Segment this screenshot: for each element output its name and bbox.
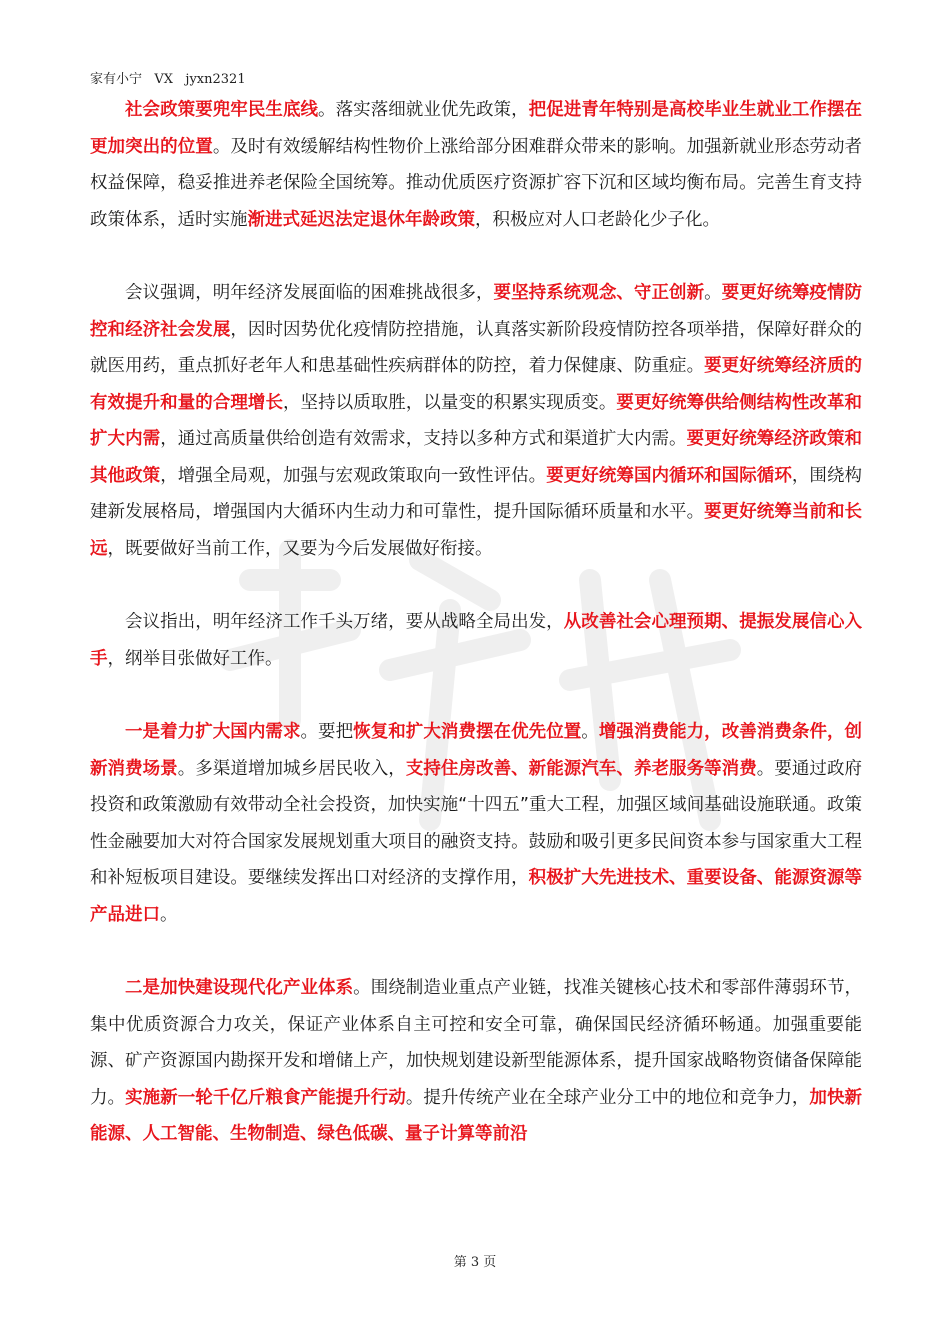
body-text: ，通过高质量供给创造有效需求，支持以多种方式和渠道扩大内需。 bbox=[160, 429, 687, 449]
highlight-text: 积极扩大先进技术、重要设备、能源资源等产品进口 bbox=[90, 868, 863, 925]
paragraph-meeting-indicates bbox=[90, 604, 862, 677]
highlight-text: 要更好统筹经济政策和其他政策 bbox=[90, 429, 863, 486]
highlight-text: 二是加快建设现代化产业体系 bbox=[125, 978, 354, 998]
body-text: 会议指出，明年经济工作千头万绪，要从战略全局出发， bbox=[125, 612, 564, 632]
body-text: ，因时因势优化疫情防控措施，认真落实新阶段疫情防控各项举措，保障好群众的就医用药，重点抓好老年人和患基础性疾病群体的防控，着力保健康、防重症。 bbox=[90, 319, 863, 376]
document-body bbox=[90, 92, 862, 1153]
body-text: 。要通过政府投资和政策激励有效带动全社会投资，加快实施“十四五”重大工程，加强区域间基础设施联通。政策性金融要加大对符合国家发展规划重大项目的融资支持。鼓励和吸引更多民间资本参与国家重大工程和补短板项目建设。要继续发挥出口对经济的支撑作用， bbox=[90, 758, 863, 888]
body-text: ，围绕构建新发展格局，增强国内大循环内生动力和可靠性，提升国际循环质量和水平。 bbox=[90, 465, 863, 522]
body-text: 。落实落细就业优先政策， bbox=[318, 100, 529, 120]
body-text: 。多渠道增加城乡居民收入， bbox=[177, 758, 406, 779]
page-header: 家有小宁 VX jyxn2321 bbox=[90, 72, 246, 87]
highlight-text: 支持住房改善、新能源汽车、养老服务等消费 bbox=[405, 758, 757, 779]
body-text: 会议强调，明年经济发展面临的困难挑战很多， bbox=[125, 283, 494, 303]
body-text: 。及时有效缓解结构性物价上涨给部分困难群众带来的影响。加强新就业形态劳动者权益保障，稳妥推进养老保险全国统筹。推动优质医疗资源扩容下沉和区域均衡布局。完善生育支持政策体系，适时实施 bbox=[90, 136, 862, 230]
highlight-text: 要更好统筹国内循环和国际循环 bbox=[546, 465, 792, 486]
page-footer bbox=[0, 1251, 950, 1270]
highlight-text: 要更好统筹当前和长远 bbox=[90, 502, 863, 559]
footer-prefix: 第 bbox=[453, 1255, 467, 1270]
body-text: ，增强全局观，加强与宏观政策取向一致性评估。 bbox=[160, 465, 547, 486]
highlight-text: 要更好统筹供给侧结构性改革和扩大内需 bbox=[90, 392, 863, 449]
body-text: 。要把 bbox=[300, 722, 354, 742]
highlight-text: 增强消费能力，改善消费条件，创新消费场景 bbox=[90, 722, 863, 779]
paragraph-meeting-emphasis bbox=[90, 275, 862, 567]
body-text: ，纲举目张做好工作。 bbox=[107, 648, 283, 669]
paragraph-domestic-demand bbox=[90, 714, 862, 933]
body-text: 。围绕制造业重点产业链，找准关键核心技术和零部件薄弱环节，集中优质资源合力攻关，保证产业体系自主可控和安全可靠，确保国民经济循环畅通。加强重要能源、矿产资源国内勘探开发和增储上产，加快规划建设新型能源体系，提升国家战略物资储备保障能力。 bbox=[90, 978, 863, 1108]
highlight-text: 恢复和扩大消费摆在优先位置 bbox=[353, 722, 582, 742]
highlight-text: 要更好统筹疫情防控和经济社会发展 bbox=[90, 283, 863, 340]
highlight-text: 社会政策要兜牢民生底线 bbox=[125, 100, 319, 120]
footer-suffix: 页 bbox=[483, 1255, 497, 1270]
body-text: ，既要做好当前工作，又要为今后发展做好衔接。 bbox=[107, 538, 493, 559]
highlight-text: 一是着力扩大国内需求 bbox=[125, 722, 301, 742]
body-text: 。 bbox=[704, 283, 722, 303]
highlight-text: 要更好统筹经济质的有效提升和量的合理增长 bbox=[90, 356, 863, 413]
highlight-text: 实施新一轮千亿斤粮食产能提升行动 bbox=[125, 1087, 406, 1108]
body-text: 。 bbox=[160, 904, 178, 925]
body-text: 。提升传统产业在全球产业分工中的地位和竞争力， bbox=[405, 1087, 810, 1108]
page-number: 3 bbox=[470, 1255, 480, 1270]
body-text: ，积极应对人口老龄化少子化。 bbox=[475, 209, 720, 230]
paragraph-modern-industry bbox=[90, 970, 862, 1153]
highlight-text: 把促进青年特别是高校毕业生就业工作摆在更加突出的位置 bbox=[90, 100, 863, 157]
paragraph-social-policy bbox=[90, 92, 862, 238]
highlight-text: 从改善社会心理预期、提振发展信心入手 bbox=[90, 612, 862, 669]
body-text: ，坚持以质取胜，以量变的积累实现质变。 bbox=[283, 392, 617, 413]
highlight-text: 加快新能源、人工智能、生物制造、绿色低碳、量子计算等前沿 bbox=[90, 1087, 863, 1144]
body-text: 。 bbox=[581, 722, 599, 742]
highlight-text: 要坚持系统观念、守正创新 bbox=[493, 283, 705, 303]
highlight-text: 渐进式延迟法定退休年龄政策 bbox=[247, 209, 475, 230]
